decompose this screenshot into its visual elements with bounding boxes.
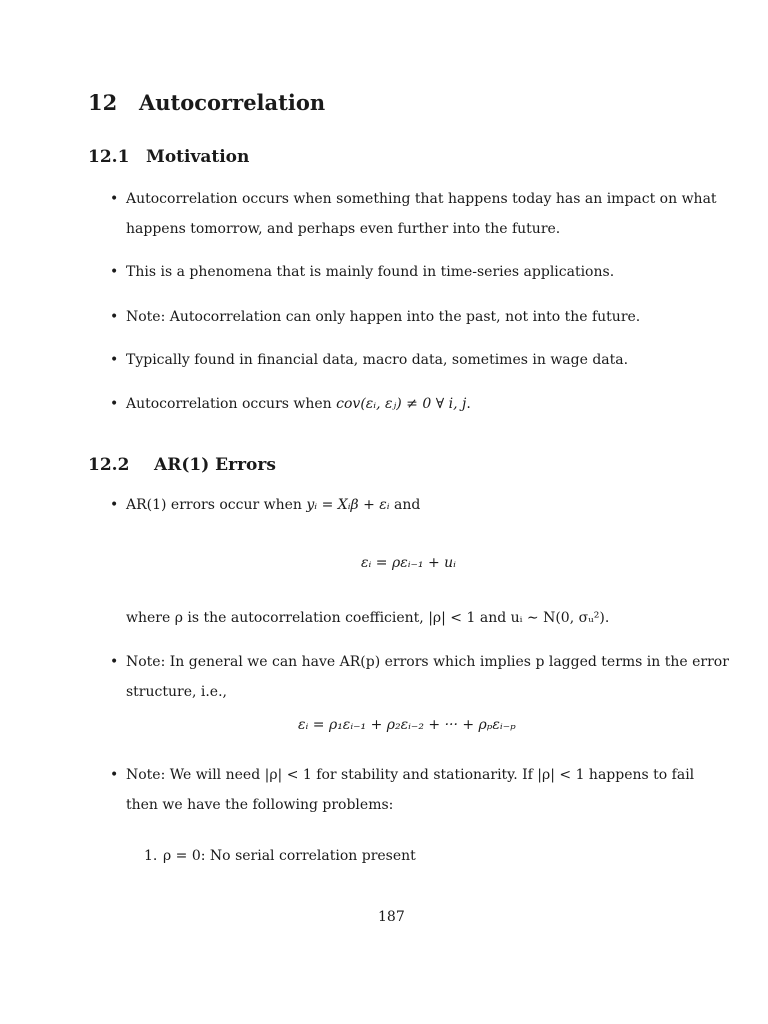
text-fragment: Autocorrelation occurs when <box>126 396 337 412</box>
subsection-title: Motivation <box>146 147 250 167</box>
enum-label: 1. <box>144 848 158 864</box>
list-item-line: happens tomorrow, and perhaps even further into the future. <box>126 221 561 237</box>
list-item-line: then we have the following problems: <box>126 797 394 813</box>
list-item-line <box>126 396 471 412</box>
list-item-line: Note: In general we can have AR(p) errors which implies p lagged terms in the error <box>126 654 729 670</box>
section-heading <box>88 90 325 115</box>
subsection-number: 12.1 <box>88 147 130 167</box>
list-item-line: This is a phenomena that is mainly found in time-series applications. <box>126 264 615 280</box>
list-item-line: Note: We will need |ρ| < 1 for stability and stationarity. If |ρ| < 1 happens to fail <box>126 767 695 783</box>
bullet-icon: • <box>110 497 119 513</box>
text-fragment: . <box>466 396 471 412</box>
list-item-line: Note: Autocorrelation can only happen into the past, not into the future. <box>126 309 641 325</box>
bullet-icon: • <box>110 264 119 280</box>
bullet-icon: • <box>110 654 119 670</box>
page-number: 187 <box>378 909 405 925</box>
enumerated-item <box>144 848 416 864</box>
math-inline: yᵢ = Xᵢβ + εᵢ <box>306 497 390 513</box>
subsection-title: AR(1) Errors <box>154 455 276 475</box>
list-item-line <box>126 497 420 513</box>
bullet-icon: • <box>110 352 119 368</box>
text-fragment: AR(1) errors occur when <box>126 497 307 513</box>
subsection-heading-motivation <box>88 147 249 167</box>
list-item-line: Typically found in financial data, macro data, sometimes in wage data. <box>126 352 629 368</box>
list-item-line: Autocorrelation occurs when something that happens today has an impact on what <box>126 191 717 207</box>
list-item-line: structure, i.e., <box>126 684 227 700</box>
display-equation: εᵢ = ρεᵢ₋₁ + uᵢ <box>361 555 456 571</box>
math-inline: cov(εᵢ, εⱼ) ≠ 0 ∀ i, j <box>336 396 467 412</box>
text-fragment: and <box>389 497 421 513</box>
subsection-heading-ar1 <box>88 455 276 475</box>
bullet-icon: • <box>110 309 119 325</box>
bullet-icon: • <box>110 396 119 412</box>
section-title: Autocorrelation <box>139 90 326 115</box>
bullet-icon: • <box>110 767 119 783</box>
bullet-icon: • <box>110 191 119 207</box>
display-equation: εᵢ = ρ₁εᵢ₋₁ + ρ₂εᵢ₋₂ + ··· + ρₚεᵢ₋ₚ <box>298 717 516 733</box>
enum-text: ρ = 0: No serial correlation present <box>163 848 416 864</box>
subsection-number: 12.2 <box>88 455 130 475</box>
section-number: 12 <box>88 90 118 115</box>
list-item-line: where ρ is the autocorrelation coefficient, |ρ| < 1 and uᵢ ∼ N(0, σᵤ²). <box>126 610 610 626</box>
